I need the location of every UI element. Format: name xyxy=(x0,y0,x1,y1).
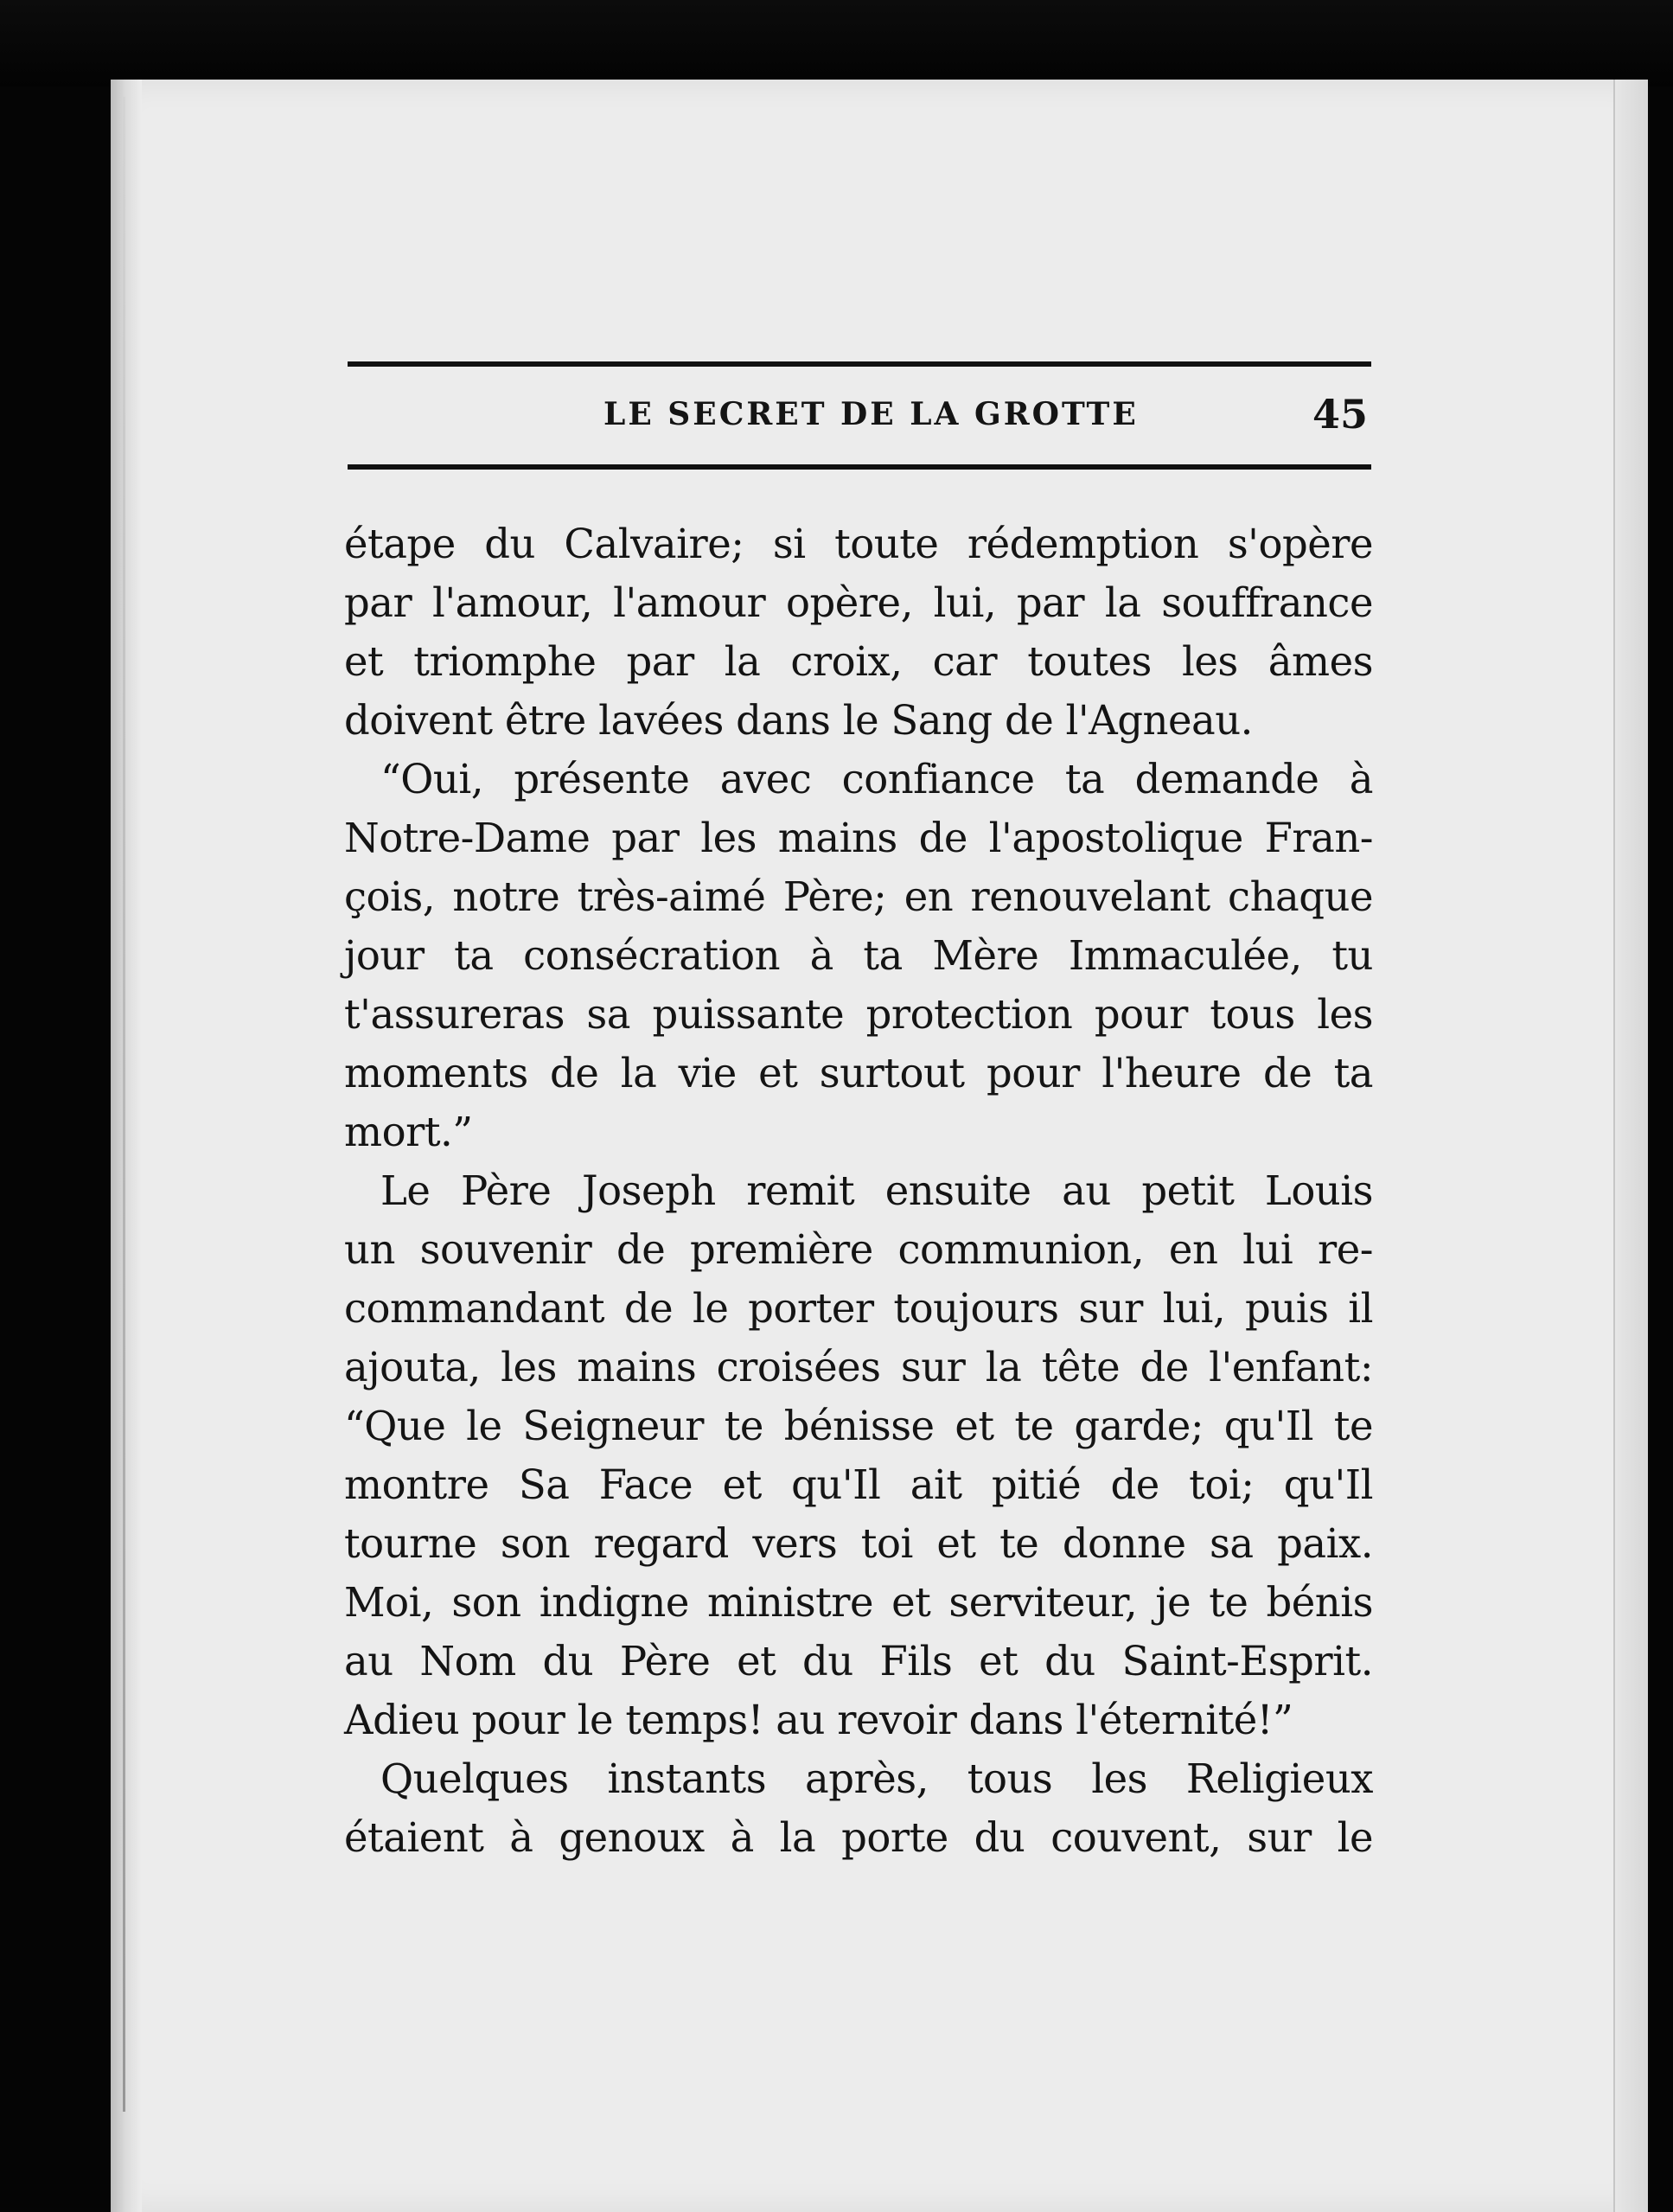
text-line: çois, notre très-aimé Père; en renouvelant chaque xyxy=(344,873,1373,920)
text-line: par l'amour, l'amour opère, lui, par la souffrance xyxy=(344,579,1373,626)
text-line: Le Père Joseph remit ensuite au petit Louis xyxy=(380,1167,1373,1214)
text-line: au Nom du Père et du Fils et du Saint-Esprit. xyxy=(344,1638,1373,1685)
text-line: moments de la vie et surtout pour l'heure de ta xyxy=(344,1050,1373,1096)
gutter-line xyxy=(123,97,125,2112)
text-line: montre Sa Face et qu'Il ait pitié de toi; qu'Il xyxy=(344,1461,1373,1508)
text-line: ajouta, les mains croisées sur la tête de l'enfant: xyxy=(344,1344,1373,1390)
text-line: étape du Calvaire; si toute rédemption s'opère xyxy=(344,521,1373,567)
text-line: étaient à genoux à la porte du couvent, sur le xyxy=(344,1814,1373,1861)
header-rule-bottom xyxy=(348,464,1371,470)
spine-shadow xyxy=(111,80,142,2212)
text-line: Moi, son indigne ministre et serviteur, je te bénis xyxy=(344,1579,1373,1626)
text-line: “Oui, présente avec confiance ta demande à xyxy=(380,756,1373,802)
text-line: “Que le Seigneur te bénisse et te garde; qu'Il te xyxy=(344,1403,1373,1449)
page-number: 45 xyxy=(1312,391,1368,438)
text-line: mort.” xyxy=(344,1109,473,1155)
text-line: Notre-Dame par les mains de l'apostolique Fran- xyxy=(344,815,1373,861)
text-line: t'assureras sa puissante protection pour tous les xyxy=(344,991,1373,1038)
page-edge xyxy=(1613,80,1648,2212)
header-rule-top xyxy=(348,361,1371,367)
text-line: doivent être lavées dans le Sang de l'Agneau. xyxy=(344,697,1253,744)
text-line: Quelques instants après, tous les Religieux xyxy=(380,1755,1373,1802)
text-line: et triomphe par la croix, car toutes les âmes xyxy=(344,638,1373,685)
text-line: tourne son regard vers toi et te donne sa paix. xyxy=(344,1520,1373,1567)
body-text xyxy=(344,515,1373,1867)
text-line: commandant de le porter toujours sur lui, puis il xyxy=(344,1285,1373,1332)
text-line: jour ta consécration à ta Mère Immaculée, tu xyxy=(344,932,1373,979)
running-head xyxy=(348,391,1371,443)
running-title: LE SECRET DE LA GROTTE xyxy=(603,396,1139,432)
text-line: un souvenir de première communion, en lui re- xyxy=(344,1226,1373,1273)
scan-top-border xyxy=(0,0,1673,86)
text-line: Adieu pour le temps! au revoir dans l'éternité!” xyxy=(344,1697,1293,1743)
